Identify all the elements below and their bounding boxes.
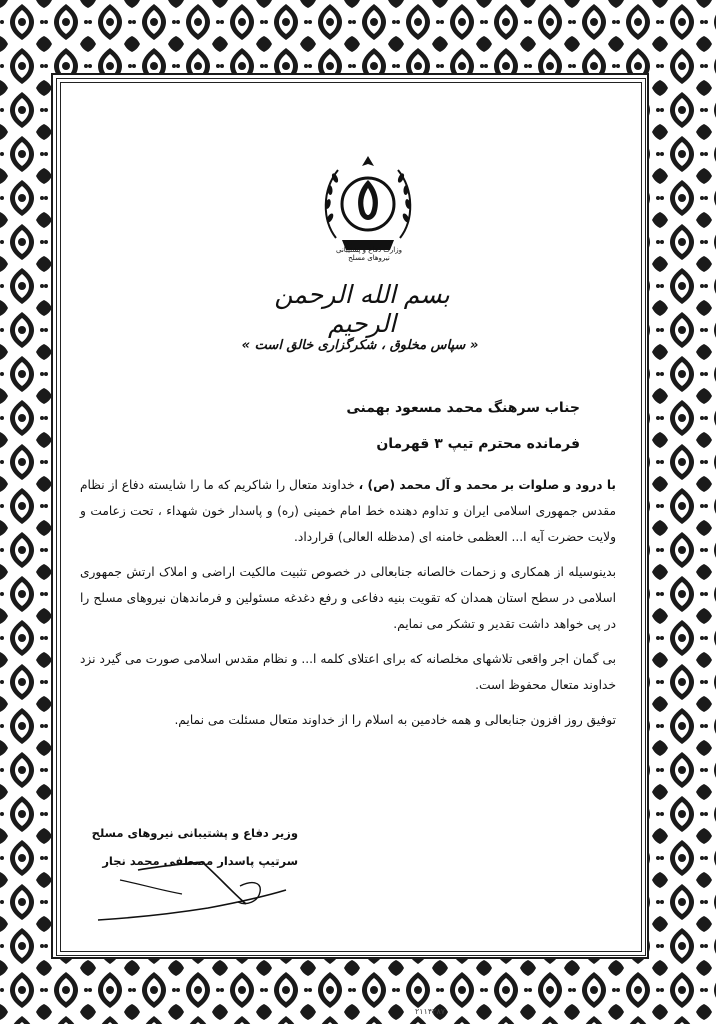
emblem-caption: وزارت دفاع و پشتیبانی نیروهای مسلح bbox=[336, 246, 402, 262]
paragraph-1-text: خداوند متعال را شاکریم که ما را شایسته دفاع از نظام مقدس جمهوری اسلامی ایران و تداوم دهنده خط امام خمینی (ره) و پاسدار خون شهداء ، تحت زعامت و ولایت حضرت آیه ا... العظمی خامنه ای (مدظله العالی) قرارداد. bbox=[80, 478, 616, 544]
handwritten-signature bbox=[90, 840, 300, 930]
recipient-name: جناب سرهنگ محمد مسعود بهمنی bbox=[346, 400, 580, 416]
letter-body bbox=[80, 472, 616, 742]
footer-reference: ۲۱۱۴۲۸۷ bbox=[414, 1007, 446, 1016]
paragraph-1 bbox=[80, 472, 616, 550]
greeting-lead: با درود و صلوات بر محمد و آل محمد (ص) ، bbox=[358, 478, 616, 492]
motto-line: « سپاس مخلوق ، شکرگزاری خالق است » bbox=[241, 338, 479, 353]
basmala-calligraphy: بسم الله الرحمن الرحیم bbox=[274, 280, 450, 338]
paragraph-3: بی گمان اجر واقعی تلاشهای مخلصانه که برای اعتلای کلمه ا... و نظام مقدس اسلامی صورت می گیرد نزد خداوند متعال محفوظ است. bbox=[80, 652, 616, 692]
signer-name: سرتیپ پاسدار مصطفی محمد نجار bbox=[102, 854, 298, 868]
signer-position: وزیر دفاع و پشتیبانی نیروهای مسلح bbox=[91, 826, 298, 840]
paragraph-2: بدینوسیله از همکاری و زحمات خالصانه جنابعالی در خصوص تثبیت مالکیت اراضی و املاک ارتش جمهوری اسلامی در سطح استان همدان که تقویت بنیه دفاعی و رفع دغدغه مسئولین و فرماندهان نیروهای مسلح را در پی خواهد داشت تقدیر و تشکر می نمایم. bbox=[80, 565, 616, 631]
recipient-title: فرمانده محترم تیپ ۳ قهرمان bbox=[376, 436, 580, 452]
paragraph-4: توفیق روز افزون جنابعالی و همه خادمین به اسلام را از خداوند متعال مسئلت می نمایم. bbox=[174, 713, 616, 727]
